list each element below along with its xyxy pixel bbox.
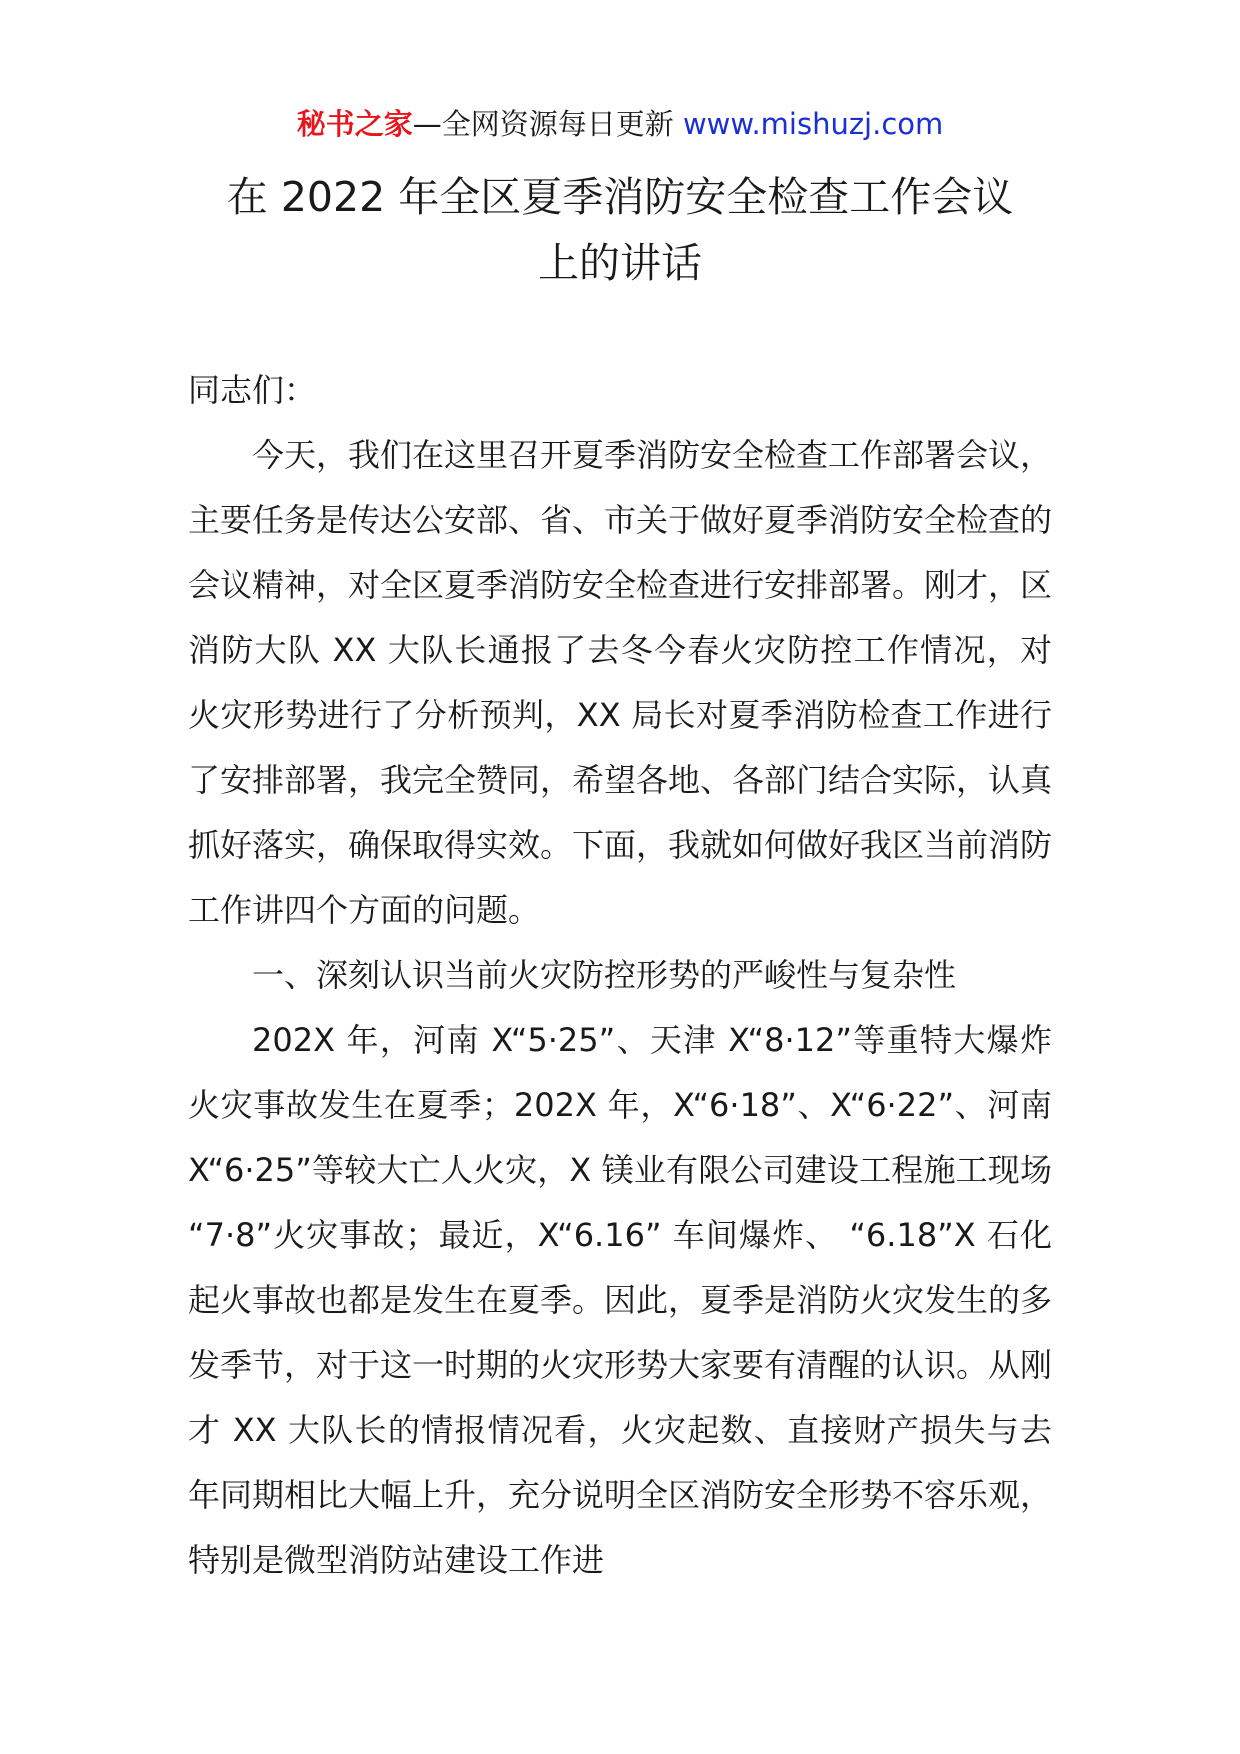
salutation: 同志们：	[188, 371, 317, 409]
title-line-1: 在 2022 年全区夏季消防安全检查工作会议	[226, 173, 1014, 221]
banner-brand: 秘书之家	[296, 107, 413, 141]
title-line-2: 上的讲话	[538, 239, 702, 287]
paragraph-intro: 今天，我们在这里召开夏季消防安全检查工作部署会议，主要任务是传达公安部、省、市关于做好夏季消防安全检查的会议精神，对全区夏季消防安全检查进行安排部署。刚才，区消防大队 XX 大队长通报了去冬今春火灾防控工作情况，对火灾形势进行了分析预判，XX 局长对夏季消防检查工作进行了安排部署，我完全赞同，希望各地、各部门结合实际，认真抓好落实，确保取得实效。下面，我就如何做好我区当前消防工作讲四个方面的问题。	[188, 436, 1053, 929]
document-title	[150, 164, 1090, 296]
banner-slogan: —全网资源每日更新	[412, 107, 683, 141]
document-body	[188, 358, 1052, 1593]
site-banner	[0, 104, 1240, 144]
section-heading-1: 一、深刻认识当前火灾防控形势的严峻性与复杂性	[252, 956, 957, 994]
banner-url[interactable]: www.mishuzj.com	[682, 107, 944, 141]
paragraph-fire-cases: 202X 年，河南 X“5·25”、天津 X“8·12”等重特大爆炸火灾事故发生在夏季；202X 年，X“6·18”、X“6·22”、河南 X“6·25”等较大亡人火灾，X 镁业有限公司建设工程施工现场 “7·8”火灾事故；最近，X“6.16” 车间爆炸、 “6.18”X 石化起火事故也都是发生在夏季。因此，夏季是消防火灾发生的多发季节，对于这一时期的火灾形势大家要有清醒的认识。从刚才 XX 大队长的情报情况看，火灾起数、直接财产损失与去年同期相比大幅上升，充分说明全区消防安全形势不容乐观，特别是微型消防站建设工作进	[188, 1021, 1053, 1579]
